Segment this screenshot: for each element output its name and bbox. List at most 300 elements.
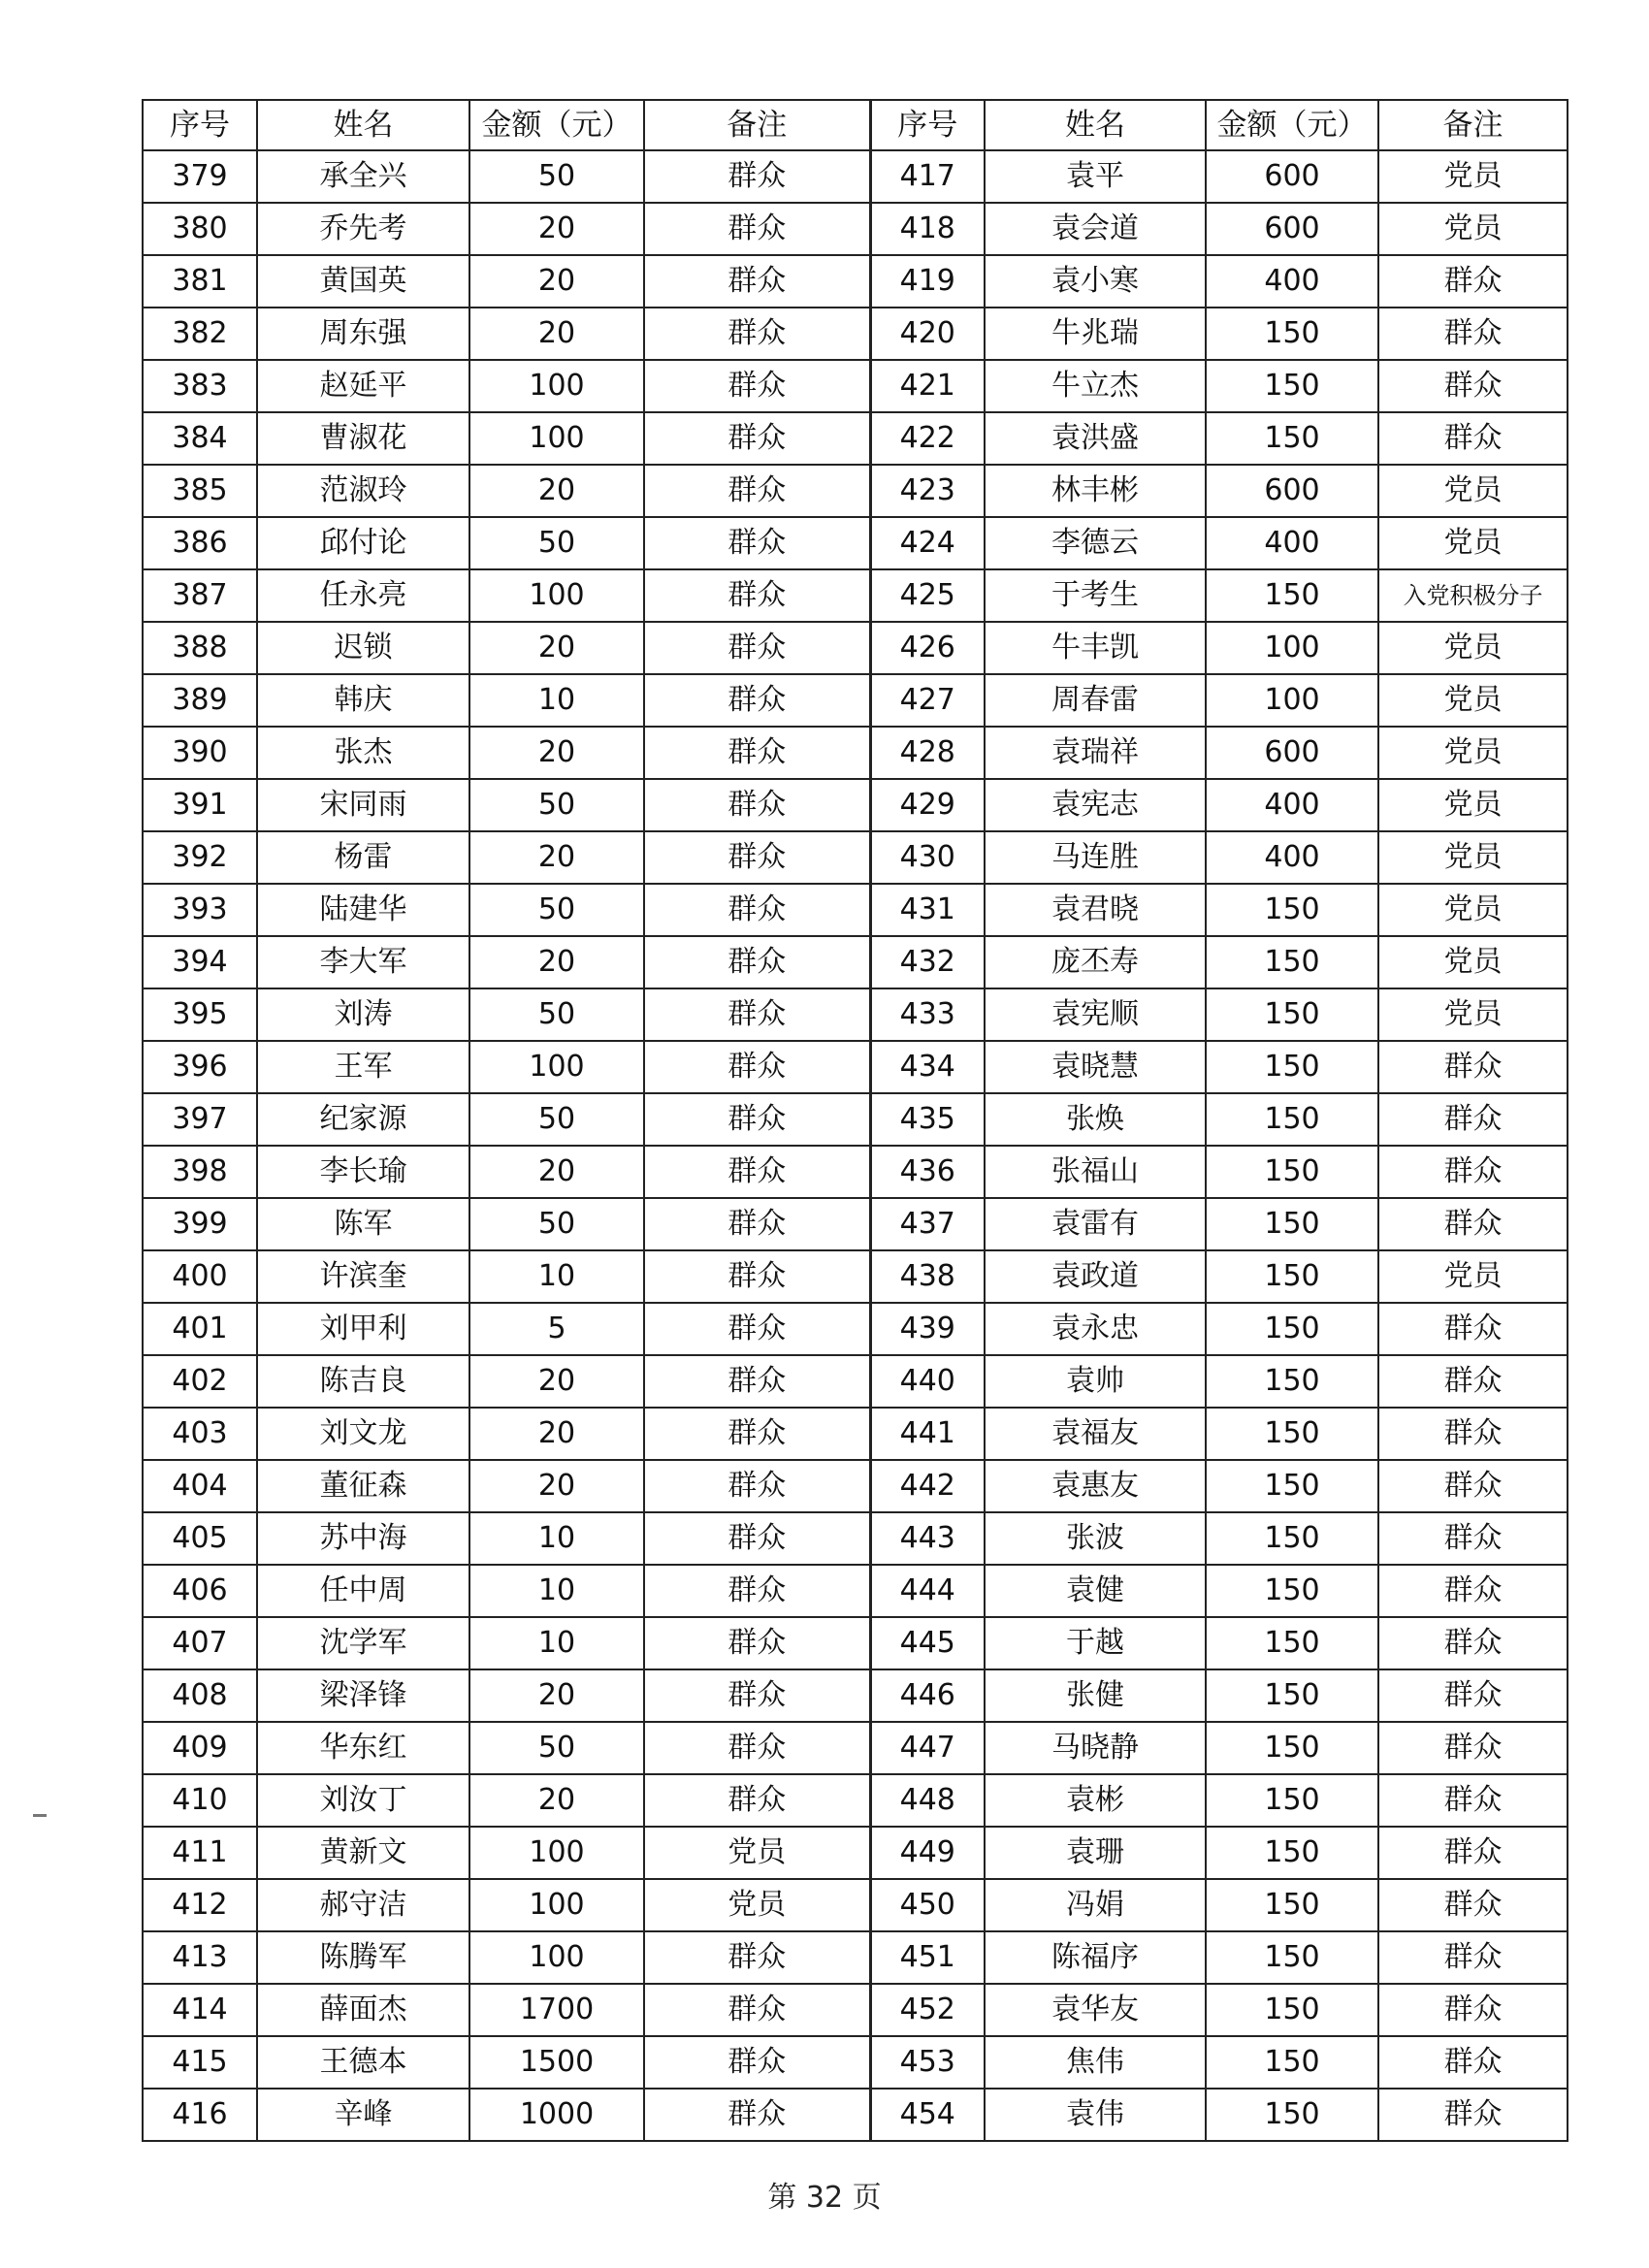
cell-seq-left: 395 <box>143 988 257 1041</box>
cell-seq-right: 452 <box>870 1984 985 2036</box>
cell-seq-right: 426 <box>870 622 985 674</box>
cell-note-right: 群众 <box>1378 1774 1568 1827</box>
cell-name-right: 袁平 <box>985 150 1206 203</box>
cell-seq-left: 400 <box>143 1250 257 1303</box>
cell-note-left: 群众 <box>644 674 870 727</box>
cell-seq-left: 390 <box>143 727 257 779</box>
cell-amount-right: 600 <box>1206 465 1378 517</box>
cell-name-left: 刘文龙 <box>257 1408 469 1460</box>
cell-amount-left: 50 <box>469 779 644 831</box>
cell-seq-right: 420 <box>870 308 985 360</box>
cell-amount-right: 150 <box>1206 1408 1378 1460</box>
cell-name-left: 沈学军 <box>257 1617 469 1669</box>
cell-note-left: 群众 <box>644 1774 870 1827</box>
cell-name-right: 袁会道 <box>985 203 1206 255</box>
table-row <box>143 1565 1568 1617</box>
cell-amount-left: 20 <box>469 203 644 255</box>
cell-seq-right: 444 <box>870 1565 985 1617</box>
cell-amount-right: 150 <box>1206 1041 1378 1093</box>
cell-note-left: 群众 <box>644 2036 870 2089</box>
cell-seq-left: 392 <box>143 831 257 884</box>
cell-note-left: 群众 <box>644 779 870 831</box>
cell-seq-right: 445 <box>870 1617 985 1669</box>
cell-name-left: 刘甲利 <box>257 1303 469 1355</box>
cell-note-left: 群众 <box>644 1722 870 1774</box>
cell-name-left: 宋同雨 <box>257 779 469 831</box>
cell-name-left: 薛面杰 <box>257 1984 469 2036</box>
cell-amount-left: 10 <box>469 1512 644 1565</box>
cell-name-left: 刘涛 <box>257 988 469 1041</box>
cell-note-right: 党员 <box>1378 674 1568 727</box>
header-col-name-left: 姓名 <box>257 100 469 150</box>
cell-name-right: 袁小寒 <box>985 255 1206 308</box>
cell-seq-left: 403 <box>143 1408 257 1460</box>
cell-seq-right: 436 <box>870 1146 985 1198</box>
cell-note-right: 群众 <box>1378 1146 1568 1198</box>
cell-name-right: 袁华友 <box>985 1984 1206 2036</box>
table-row <box>143 1512 1568 1565</box>
cell-amount-left: 100 <box>469 1827 644 1879</box>
cell-seq-left: 382 <box>143 308 257 360</box>
cell-seq-left: 394 <box>143 936 257 988</box>
cell-note-right: 群众 <box>1378 1984 1568 2036</box>
cell-amount-left: 100 <box>469 1879 644 1931</box>
cell-name-left: 陈吉良 <box>257 1355 469 1408</box>
cell-note-right: 群众 <box>1378 1408 1568 1460</box>
cell-amount-right: 150 <box>1206 936 1378 988</box>
cell-seq-left: 412 <box>143 1879 257 1931</box>
cell-note-left: 群众 <box>644 1512 870 1565</box>
cell-note-left: 群众 <box>644 831 870 884</box>
cell-amount-right: 150 <box>1206 988 1378 1041</box>
cell-seq-left: 388 <box>143 622 257 674</box>
cell-amount-right: 150 <box>1206 1250 1378 1303</box>
cell-name-right: 袁瑞祥 <box>985 727 1206 779</box>
cell-amount-left: 20 <box>469 727 644 779</box>
cell-note-left: 群众 <box>644 255 870 308</box>
cell-note-right: 群众 <box>1378 2089 1568 2141</box>
cell-seq-left: 399 <box>143 1198 257 1250</box>
cell-seq-right: 451 <box>870 1931 985 1984</box>
cell-note-left: 群众 <box>644 1303 870 1355</box>
table-row <box>143 1827 1568 1879</box>
cell-name-left: 辛峰 <box>257 2089 469 2141</box>
cell-amount-left: 20 <box>469 255 644 308</box>
cell-name-right: 马连胜 <box>985 831 1206 884</box>
cell-note-left: 群众 <box>644 1198 870 1250</box>
cell-amount-right: 150 <box>1206 569 1378 622</box>
cell-note-left: 群众 <box>644 1146 870 1198</box>
cell-name-left: 陈腾军 <box>257 1931 469 1984</box>
cell-seq-left: 409 <box>143 1722 257 1774</box>
cell-amount-right: 100 <box>1206 622 1378 674</box>
cell-amount-left: 100 <box>469 412 644 465</box>
table-row <box>143 1460 1568 1512</box>
table-row <box>143 1984 1568 2036</box>
cell-name-left: 苏中海 <box>257 1512 469 1565</box>
cell-name-right: 袁珊 <box>985 1827 1206 1879</box>
cell-name-left: 任中周 <box>257 1565 469 1617</box>
cell-amount-left: 20 <box>469 936 644 988</box>
cell-name-left: 许滨奎 <box>257 1250 469 1303</box>
cell-name-left: 任永亮 <box>257 569 469 622</box>
cell-seq-left: 408 <box>143 1669 257 1722</box>
table-row <box>143 1093 1568 1146</box>
cell-note-right: 群众 <box>1378 1879 1568 1931</box>
cell-note-right: 群众 <box>1378 1355 1568 1408</box>
cell-note-left: 群众 <box>644 1931 870 1984</box>
cell-seq-left: 410 <box>143 1774 257 1827</box>
cell-name-right: 牛立杰 <box>985 360 1206 412</box>
cell-note-right: 群众 <box>1378 2036 1568 2089</box>
cell-name-right: 冯娟 <box>985 1879 1206 1931</box>
cell-note-right: 党员 <box>1378 779 1568 831</box>
cell-seq-right: 424 <box>870 517 985 569</box>
cell-amount-right: 150 <box>1206 1355 1378 1408</box>
cell-name-left: 迟锁 <box>257 622 469 674</box>
cell-amount-right: 150 <box>1206 1669 1378 1722</box>
cell-amount-right: 150 <box>1206 1774 1378 1827</box>
cell-amount-right: 100 <box>1206 674 1378 727</box>
cell-name-right: 袁雷有 <box>985 1198 1206 1250</box>
table-row <box>143 622 1568 674</box>
table-row <box>143 517 1568 569</box>
cell-note-left: 群众 <box>644 517 870 569</box>
cell-note-left: 群众 <box>644 1984 870 2036</box>
donation-table <box>142 99 1568 2142</box>
header-col-amount-right: 金额（元） <box>1206 100 1378 150</box>
cell-name-right: 袁健 <box>985 1565 1206 1617</box>
cell-amount-left: 1700 <box>469 1984 644 2036</box>
cell-seq-left: 405 <box>143 1512 257 1565</box>
cell-name-right: 袁政道 <box>985 1250 1206 1303</box>
cell-amount-left: 50 <box>469 884 644 936</box>
cell-seq-right: 454 <box>870 2089 985 2141</box>
cell-name-right: 周春雷 <box>985 674 1206 727</box>
cell-seq-right: 439 <box>870 1303 985 1355</box>
cell-seq-right: 440 <box>870 1355 985 1408</box>
cell-amount-left: 20 <box>469 831 644 884</box>
cell-name-left: 范淑玲 <box>257 465 469 517</box>
cell-name-left: 赵延平 <box>257 360 469 412</box>
table-row <box>143 1198 1568 1250</box>
cell-note-right: 群众 <box>1378 360 1568 412</box>
cell-amount-right: 600 <box>1206 203 1378 255</box>
table-row <box>143 2036 1568 2089</box>
cell-note-left: 群众 <box>644 360 870 412</box>
cell-amount-right: 150 <box>1206 1984 1378 2036</box>
table-row <box>143 1722 1568 1774</box>
cell-name-right: 张健 <box>985 1669 1206 1722</box>
header-col-note-right: 备注 <box>1378 100 1568 150</box>
cell-name-left: 韩庆 <box>257 674 469 727</box>
cell-note-left: 群众 <box>644 150 870 203</box>
cell-seq-left: 415 <box>143 2036 257 2089</box>
cell-note-left: 群众 <box>644 2089 870 2141</box>
cell-note-left: 群众 <box>644 1408 870 1460</box>
cell-note-right: 党员 <box>1378 622 1568 674</box>
cell-amount-left: 100 <box>469 569 644 622</box>
cell-amount-right: 150 <box>1206 1460 1378 1512</box>
cell-seq-right: 442 <box>870 1460 985 1512</box>
cell-name-right: 袁福友 <box>985 1408 1206 1460</box>
cell-seq-left: 386 <box>143 517 257 569</box>
cell-amount-left: 20 <box>469 465 644 517</box>
cell-amount-left: 50 <box>469 1722 644 1774</box>
cell-seq-left: 414 <box>143 1984 257 2036</box>
cell-seq-right: 446 <box>870 1669 985 1722</box>
cell-name-left: 杨雷 <box>257 831 469 884</box>
cell-amount-right: 150 <box>1206 1722 1378 1774</box>
table-row <box>143 1669 1568 1722</box>
cell-note-left: 群众 <box>644 1041 870 1093</box>
cell-amount-right: 150 <box>1206 1093 1378 1146</box>
cell-amount-right: 150 <box>1206 1565 1378 1617</box>
cell-amount-left: 20 <box>469 1408 644 1460</box>
table-row <box>143 831 1568 884</box>
cell-name-right: 林丰彬 <box>985 465 1206 517</box>
cell-amount-right: 150 <box>1206 1198 1378 1250</box>
cell-seq-right: 433 <box>870 988 985 1041</box>
cell-note-right: 党员 <box>1378 727 1568 779</box>
cell-amount-left: 50 <box>469 1198 644 1250</box>
table-row <box>143 674 1568 727</box>
cell-amount-left: 10 <box>469 1565 644 1617</box>
cell-name-left: 黄新文 <box>257 1827 469 1879</box>
cell-seq-right: 449 <box>870 1827 985 1879</box>
cell-name-right: 袁彬 <box>985 1774 1206 1827</box>
cell-note-left: 群众 <box>644 727 870 779</box>
cell-note-left: 群众 <box>644 1093 870 1146</box>
cell-note-right: 群众 <box>1378 1617 1568 1669</box>
cell-amount-right: 150 <box>1206 360 1378 412</box>
table-row <box>143 727 1568 779</box>
cell-name-right: 于越 <box>985 1617 1206 1669</box>
cell-seq-right: 422 <box>870 412 985 465</box>
cell-name-right: 庞丕寿 <box>985 936 1206 988</box>
cell-seq-left: 398 <box>143 1146 257 1198</box>
table-row <box>143 988 1568 1041</box>
table-row <box>143 1041 1568 1093</box>
cell-amount-left: 10 <box>469 1617 644 1669</box>
cell-seq-left: 385 <box>143 465 257 517</box>
cell-name-left: 陆建华 <box>257 884 469 936</box>
table-row <box>143 255 1568 308</box>
cell-note-right: 群众 <box>1378 1827 1568 1879</box>
cell-note-left: 群众 <box>644 569 870 622</box>
cell-name-left: 梁泽锋 <box>257 1669 469 1722</box>
cell-seq-left: 387 <box>143 569 257 622</box>
cell-amount-left: 20 <box>469 308 644 360</box>
cell-amount-left: 20 <box>469 1669 644 1722</box>
cell-name-right: 袁宪顺 <box>985 988 1206 1041</box>
cell-amount-right: 150 <box>1206 884 1378 936</box>
cell-note-right: 党员 <box>1378 203 1568 255</box>
cell-note-right: 群众 <box>1378 1669 1568 1722</box>
cell-seq-left: 404 <box>143 1460 257 1512</box>
cell-seq-right: 423 <box>870 465 985 517</box>
cell-seq-right: 437 <box>870 1198 985 1250</box>
cell-note-right: 群众 <box>1378 1512 1568 1565</box>
header-col-seq-right: 序号 <box>870 100 985 150</box>
cell-note-right: 群众 <box>1378 1460 1568 1512</box>
cell-name-right: 袁宪志 <box>985 779 1206 831</box>
cell-note-right: 群众 <box>1378 1303 1568 1355</box>
cell-note-left: 群众 <box>644 884 870 936</box>
cell-seq-right: 419 <box>870 255 985 308</box>
cell-name-left: 董征森 <box>257 1460 469 1512</box>
cell-note-left: 群众 <box>644 1460 870 1512</box>
cell-name-right: 牛兆瑞 <box>985 308 1206 360</box>
header-col-amount-left: 金额（元） <box>469 100 644 150</box>
cell-note-right: 群众 <box>1378 1041 1568 1093</box>
cell-amount-right: 150 <box>1206 412 1378 465</box>
cell-note-right: 党员 <box>1378 465 1568 517</box>
cell-name-right: 焦伟 <box>985 2036 1206 2089</box>
cell-seq-left: 396 <box>143 1041 257 1093</box>
cell-name-left: 曹淑花 <box>257 412 469 465</box>
cell-amount-right: 400 <box>1206 779 1378 831</box>
header-col-seq-left: 序号 <box>143 100 257 150</box>
cell-name-left: 乔先考 <box>257 203 469 255</box>
cell-note-left: 群众 <box>644 622 870 674</box>
cell-name-right: 陈福序 <box>985 1931 1206 1984</box>
table-row <box>143 1617 1568 1669</box>
cell-amount-right: 600 <box>1206 727 1378 779</box>
cell-seq-left: 380 <box>143 203 257 255</box>
cell-note-right: 党员 <box>1378 1250 1568 1303</box>
cell-name-right: 袁帅 <box>985 1355 1206 1408</box>
cell-note-left: 群众 <box>644 465 870 517</box>
cell-name-left: 李大军 <box>257 936 469 988</box>
table-row <box>143 412 1568 465</box>
cell-name-right: 袁洪盛 <box>985 412 1206 465</box>
cell-name-right: 张福山 <box>985 1146 1206 1198</box>
cell-seq-left: 407 <box>143 1617 257 1669</box>
table-row <box>143 1774 1568 1827</box>
cell-amount-left: 1500 <box>469 2036 644 2089</box>
cell-amount-left: 50 <box>469 150 644 203</box>
cell-note-right: 群众 <box>1378 1722 1568 1774</box>
cell-name-right: 张焕 <box>985 1093 1206 1146</box>
table-row <box>143 1355 1568 1408</box>
cell-seq-left: 379 <box>143 150 257 203</box>
cell-name-left: 黄国英 <box>257 255 469 308</box>
cell-seq-right: 427 <box>870 674 985 727</box>
cell-seq-right: 450 <box>870 1879 985 1931</box>
cell-note-left: 群众 <box>644 936 870 988</box>
cell-seq-left: 402 <box>143 1355 257 1408</box>
cell-amount-left: 10 <box>469 1250 644 1303</box>
cell-amount-left: 100 <box>469 1041 644 1093</box>
cell-amount-right: 400 <box>1206 255 1378 308</box>
cell-name-left: 陈军 <box>257 1198 469 1250</box>
cell-seq-right: 431 <box>870 884 985 936</box>
cell-note-right: 群众 <box>1378 1198 1568 1250</box>
cell-seq-right: 434 <box>870 1041 985 1093</box>
cell-name-left: 李长瑜 <box>257 1146 469 1198</box>
cell-note-left: 群众 <box>644 203 870 255</box>
cell-amount-left: 20 <box>469 622 644 674</box>
cell-amount-right: 400 <box>1206 831 1378 884</box>
cell-name-left: 张杰 <box>257 727 469 779</box>
cell-seq-left: 411 <box>143 1827 257 1879</box>
cell-note-right: 群众 <box>1378 255 1568 308</box>
cell-amount-left: 100 <box>469 360 644 412</box>
cell-name-left: 郝守洁 <box>257 1879 469 1931</box>
cell-seq-right: 441 <box>870 1408 985 1460</box>
cell-name-right: 张波 <box>985 1512 1206 1565</box>
table-row <box>143 150 1568 203</box>
cell-seq-left: 413 <box>143 1931 257 1984</box>
cell-note-right: 群众 <box>1378 1565 1568 1617</box>
cell-amount-left: 50 <box>469 517 644 569</box>
cell-name-left: 王军 <box>257 1041 469 1093</box>
cell-note-right: 党员 <box>1378 831 1568 884</box>
cell-name-right: 袁惠友 <box>985 1460 1206 1512</box>
cell-name-right: 袁伟 <box>985 2089 1206 2141</box>
cell-amount-right: 150 <box>1206 1146 1378 1198</box>
cell-name-left: 周东强 <box>257 308 469 360</box>
table-row <box>143 308 1568 360</box>
cell-name-left: 邱付论 <box>257 517 469 569</box>
cell-seq-right: 448 <box>870 1774 985 1827</box>
cell-seq-right: 453 <box>870 2036 985 2089</box>
cell-amount-left: 10 <box>469 674 644 727</box>
table-row <box>143 884 1568 936</box>
cell-name-left: 承全兴 <box>257 150 469 203</box>
cell-seq-right: 432 <box>870 936 985 988</box>
cell-note-right: 党员 <box>1378 988 1568 1041</box>
cell-seq-right: 417 <box>870 150 985 203</box>
cell-amount-left: 5 <box>469 1303 644 1355</box>
cell-amount-left: 20 <box>469 1460 644 1512</box>
cell-amount-right: 150 <box>1206 1512 1378 1565</box>
cell-amount-right: 150 <box>1206 308 1378 360</box>
cell-name-left: 纪家源 <box>257 1093 469 1146</box>
cell-amount-left: 20 <box>469 1146 644 1198</box>
table-row <box>143 465 1568 517</box>
table-row <box>143 203 1568 255</box>
cell-note-right: 群众 <box>1378 1931 1568 1984</box>
cell-amount-right: 150 <box>1206 2089 1378 2141</box>
cell-note-right: 党员 <box>1378 517 1568 569</box>
table-row <box>143 360 1568 412</box>
cell-note-left: 群众 <box>644 988 870 1041</box>
cell-note-right: 党员 <box>1378 936 1568 988</box>
cell-seq-right: 425 <box>870 569 985 622</box>
table-row <box>143 2089 1568 2141</box>
cell-seq-left: 397 <box>143 1093 257 1146</box>
cell-name-right: 牛丰凯 <box>985 622 1206 674</box>
table-row <box>143 1303 1568 1355</box>
cell-amount-right: 150 <box>1206 1827 1378 1879</box>
header-col-name-right: 姓名 <box>985 100 1206 150</box>
cell-seq-left: 393 <box>143 884 257 936</box>
cell-seq-right: 418 <box>870 203 985 255</box>
cell-seq-left: 381 <box>143 255 257 308</box>
cell-note-left: 群众 <box>644 1617 870 1669</box>
cell-seq-left: 401 <box>143 1303 257 1355</box>
table-row <box>143 779 1568 831</box>
cell-note-right: 党员 <box>1378 884 1568 936</box>
cell-name-right: 袁永忠 <box>985 1303 1206 1355</box>
cell-amount-left: 20 <box>469 1355 644 1408</box>
cell-note-left: 群众 <box>644 1669 870 1722</box>
cell-name-right: 袁晓慧 <box>985 1041 1206 1093</box>
cell-name-left: 刘汝丁 <box>257 1774 469 1827</box>
cell-seq-right: 447 <box>870 1722 985 1774</box>
